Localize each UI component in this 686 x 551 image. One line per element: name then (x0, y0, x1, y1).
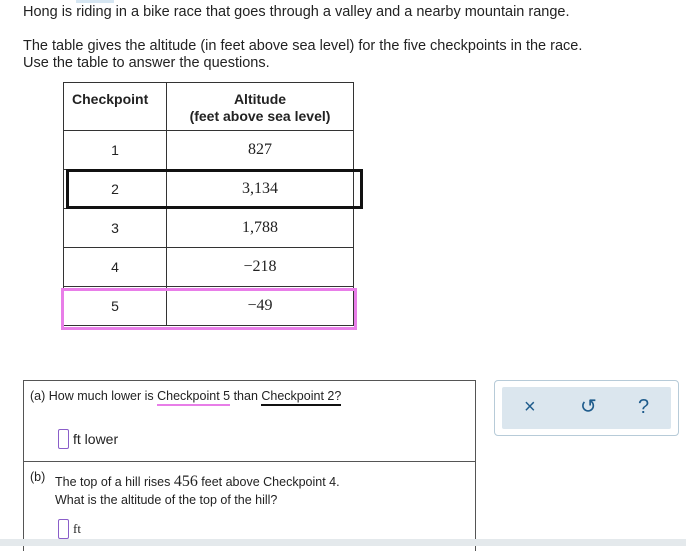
checkpoint-cell: 3 (64, 209, 167, 248)
answer-a-input[interactable] (58, 429, 69, 449)
question-a-prefix: (a) How much lower is (30, 389, 158, 403)
answer-tools-bar (502, 387, 671, 429)
question-a-text (30, 389, 341, 403)
intro-line-2b: Use the table to answer the questions. (23, 55, 270, 71)
answer-tools-panel (494, 380, 679, 436)
altitude-cell: 827 (167, 131, 354, 170)
table-row (64, 209, 354, 248)
question-b-text1: The top of a hill rises (55, 475, 174, 489)
answer-b-row (58, 519, 81, 539)
question-b-tag: (b) (30, 470, 46, 484)
question-b-text2: feet above Checkpoint 4. (197, 475, 340, 489)
question-b-number: 456 (173, 473, 198, 490)
horizontal-scrollbar[interactable] (0, 539, 686, 546)
answer-b-unit: ft (73, 521, 81, 536)
table-row (64, 131, 354, 170)
top-tab-indicator (76, 0, 114, 3)
header-altitude-line2: (feet above sea level) (189, 108, 331, 124)
question-a-checkpoint-5: Checkpoint 5 (157, 389, 230, 406)
undo-icon[interactable]: ↺ (580, 396, 597, 418)
questions-panel (23, 380, 476, 551)
problem-intro (23, 4, 582, 72)
question-a-middle: than (230, 389, 262, 403)
clear-icon[interactable]: × (524, 396, 536, 418)
question-a-checkpoint-2: Checkpoint 2? (261, 389, 341, 406)
table-header-row (64, 83, 354, 131)
altitude-cell: −49 (167, 287, 354, 326)
checkpoint-5-highlight (61, 288, 357, 330)
intro-line-2a: The table gives the altitude (in feet above sea level) for the five checkpoints in the race. (23, 38, 583, 54)
altitude-cell: −218 (167, 248, 354, 287)
question-divider (24, 461, 475, 462)
help-icon[interactable]: ? (638, 396, 650, 418)
intro-line-1: Hong is riding in a bike race that goes through a valley and a nearby mountain range. (23, 4, 570, 20)
header-altitude (167, 83, 354, 131)
header-altitude-line1: Altitude (233, 91, 287, 107)
checkpoint-cell: 2 (64, 170, 167, 209)
question-b-line2: What is the altitude of the top of the hill? (55, 493, 278, 507)
question-b-text (55, 473, 340, 509)
answer-a-unit: ft lower (73, 431, 119, 447)
answer-b-input[interactable] (58, 519, 69, 539)
checkpoint-cell: 4 (64, 248, 167, 287)
table-row (64, 248, 354, 287)
altitude-cell: 3,134 (167, 170, 354, 209)
answer-a-row (58, 429, 118, 449)
checkpoint-2-highlight (66, 169, 363, 209)
intro-line-2 (23, 38, 582, 72)
altitude-cell: 1,788 (167, 209, 354, 248)
checkpoint-cell: 1 (64, 131, 167, 170)
header-checkpoint: Checkpoint (64, 83, 167, 131)
checkpoint-cell: 5 (64, 287, 167, 326)
